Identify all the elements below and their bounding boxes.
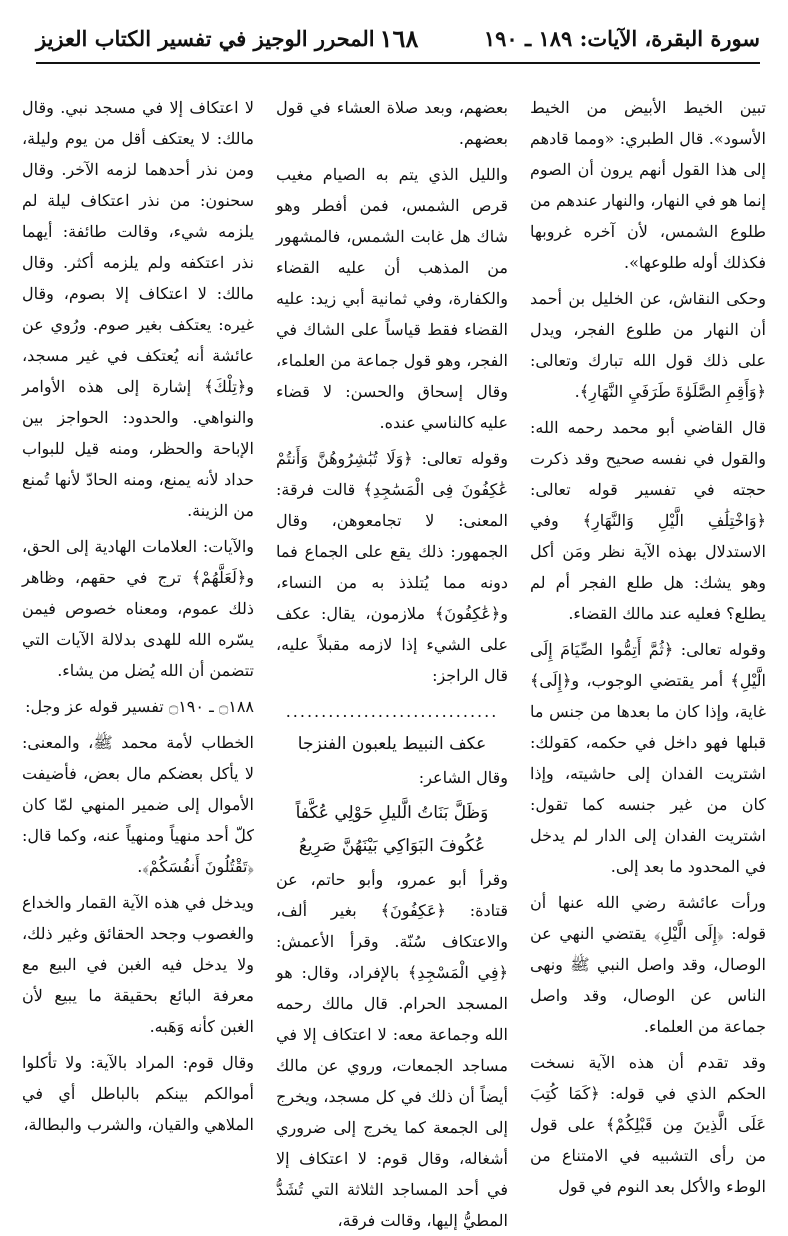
verse-heading: ۝١٨٨ ـ ۝١٩٠ تفسير قوله عز وجل: [25,697,254,716]
surah-title: سورة البقرة، الآيات: ١٨٩ ـ ١٩٠ [483,26,760,51]
paragraph: وقوله تعالى: ﴿وَلَا تُبَٰشِرُوهُنَّ وَأَنتُمْ عَٰكِفُونَ فِى الْمَسَٰجِدِ﴾ قالت فرقة: المعنى: لا تجامعوهن، وقال الجمهور: ذلك يقع على الجماع فما دونه مما يُتلذذ به من النساء، و﴿عَٰكِفُونَ﴾ ملازمون، يقال: عكف على الشيء إذا لازمه مقبلاً عليه، قال الراجز: [276,449,508,685]
paragraph: وقرأ أبو عمرو، وأبو حاتم، عن قتادة: ﴿عَكِفُونَ﴾ بغير ألف، والاعتكاف سُنّة. وقرأ الأعمش: ﴿فِي الْمَسْجِدِ﴾ بالإفراد، وقال: هو المسجد الحرام. قال مالك رحمه الله وجماعة معه: لا اعتكاف إلا في مساجد الجمعات، وروي عن مالك أيضاً أن ذلك في كل مسجد، ويخرج إلى الجمعة كما يخرج إلى ضروري أشغاله، وقال قوم: لا اعتكاف إلا في أحد المساجد الثلاثة التي تُشَدُّ المطيُّ إليها، وقالت فرقة، [276,870,508,1230]
page-number: ١٦٨ [379,24,419,53]
omission-dots: .............................. [285,702,499,721]
poet-intro: وقال الشاعر: [418,768,508,787]
running-header [36,20,760,64]
header-rule [36,62,760,64]
paragraph: بعضهم، وبعد صلاة العشاء في قول بعضهم. [276,98,508,148]
paragraph: قال القاضي أبو محمد رحمه الله: والقول في نفسه صحيح وقد ذكرت حجته في تفسير قوله تعالى: ﴿وَاخْتِلَٰفِ الَّيْلِ وَالنَّهَارِ﴾ وفي الاستدلال بهذه الآية نظر ومَن أكل وهو يشك: هل طلع الفجر أم لم يطلع؟ فعليه عند مالك القضاء. [530,418,766,623]
paragraph: وقوله تعالى: ﴿ثُمَّ أَتِمُّوا الصِّيَامَ إِلَى الَّيْلِ﴾ أمر يقتضي الوجوب، و﴿إِلَى﴾ غاية، وإذا كان ما بعدها من جنس ما قبلها فهو داخل في حكمه، كقولك: اشتريت الفدان إلى حاشيته، وإذا كان من غير جنسه كما تقول: اشتريت الفدان إلى الدار لم يدخل في المحدود ما بعد إلى. [530,640,766,876]
paragraph: لا اعتكاف إلا في مسجد نبي. وقال مالك: لا يعتكف أقل من يوم وليلة، ومن نذر أحدهما لزمه الآخر. وقال سحنون: من نذر اعتكاف ليلة لم يلزمه شيء، وقالت طائفة: أيهما نذر اعتكفه ولم يلزمه أكثر. وقال مالك: لا اعتكاف إلا بصوم، وقال غيره: يعتكف بغير صوم. ورُوي عن عائشة أنه يُعتكف في غير مسجد، و﴿تِلْكَ﴾ إشارة إلى هذه الأوامر والنواهي. والحدود: الحواجز بين الإباحة والحظر، ومنه قيل للبواب حداد لأنه يمنع، ومنه الحادّ لأنها تُمنع من الزينة. [22,98,254,520]
paragraph: والآيات: العلامات الهادية إلى الحق، و﴿لَعَلَّهُمْ﴾ ترج في حقهم، وظاهر ذلك عموم، ومعناه خصوص فيمن يسّره الله للهدى بدلالة الآيات التي تتضمن أن الله يُضل من يشاء. [22,537,254,680]
rajaz-verse: عكف النبيط يلعبون الفنزجا [297,734,487,754]
paragraph: ورأت عائشة رضي الله عنها أن قوله: ﴿إِلَى الَّيْلِ﴾ يقتضي النهي عن الوصال، وقد واصل النبي ﷺ ونهى الناس عن الوصال، وقد واصل جماعة من العلماء. [530,893,766,1036]
column-middle [276,92,508,1230]
paragraph: الخطاب لأمة محمد ﷺ، والمعنى: لا يأكل بعضكم مال بعض، فأضيفت الأموال إلى ضمير المنهي لمّا كان كلّ أحد منهياً ومنهياً عنه، وكما قال: ﴿تَقْتُلُونَ أَنفُسَكُمْ﴾. [22,733,254,876]
column-right [530,92,766,1196]
poem-hemistich-1: وَظَلَّ بَنَاتُ الَّليلِ حَوْلِي عُكَّفاً [295,803,489,823]
poem-hemistich-2: عُكُوفَ البَوَاكِي بَيْنَهُنَّ صَرِيعُ [298,836,486,856]
paragraph: وقد تقدم أن هذه الآية نسخت الحكم الذي في قوله: ﴿كَمَا كُتِبَ عَلَى الَّذِينَ مِن قَبْلِكُمْ﴾ على قول من رأى التشبيه في الامتناع من الوطء والأكل بعد النوم في قول [530,1053,766,1196]
book-title: المحرر الوجيز في تفسير الكتاب العزيز [36,26,375,51]
paragraph: والليل الذي يتم به الصيام مغيب قرص الشمس، فمن أفطر وهو شاك هل غابت الشمس، فالمشهور من المذهب أن عليه القضاء والكفارة، وفي ثمانية أبي زيد: عليه القضاء فقط قياساً على الشاك في الفجر، وهو قول جماعة من العلماء، وقال إسحاق والحسن: لا قضاء عليه كالناسي عنده. [276,165,508,432]
column-left [22,92,254,1134]
paragraph: وقال قوم: المراد بالآية: ولا تأكلوا أموالكم بينكم بالباطل أي في الملاهي والقيان، والشرب والبطالة، [22,1053,254,1134]
paragraph: وحكى النقاش، عن الخليل بن أحمد أن النهار من طلوع الفجر، ويدل على ذلك قول الله تبارك وتعالى: ﴿وَأَقِمِ الصَّلَوٰةَ طَرَفَيِ النَّهَارِ﴾. [530,289,766,401]
paragraph: ويدخل في هذه الآية القمار والخداع والغصوب وجحد الحقائق وغير ذلك، ولا يدخل فيه الغبن في البيع مع معرفة البائع بحقيقة ما يبيع لأن الغبن كأنه وَهَبه. [22,893,254,1036]
paragraph: تبين الخيط الأبيض من الخيط الأسود». قال الطبري: «ومما قادهم إلى هذا القول أنهم يرون أن الصوم إنما هو في النهار، والنهار عندهم من طلوع الشمس، لأن آخره غروبها فكذلك أوله طلوعها». [530,98,766,272]
